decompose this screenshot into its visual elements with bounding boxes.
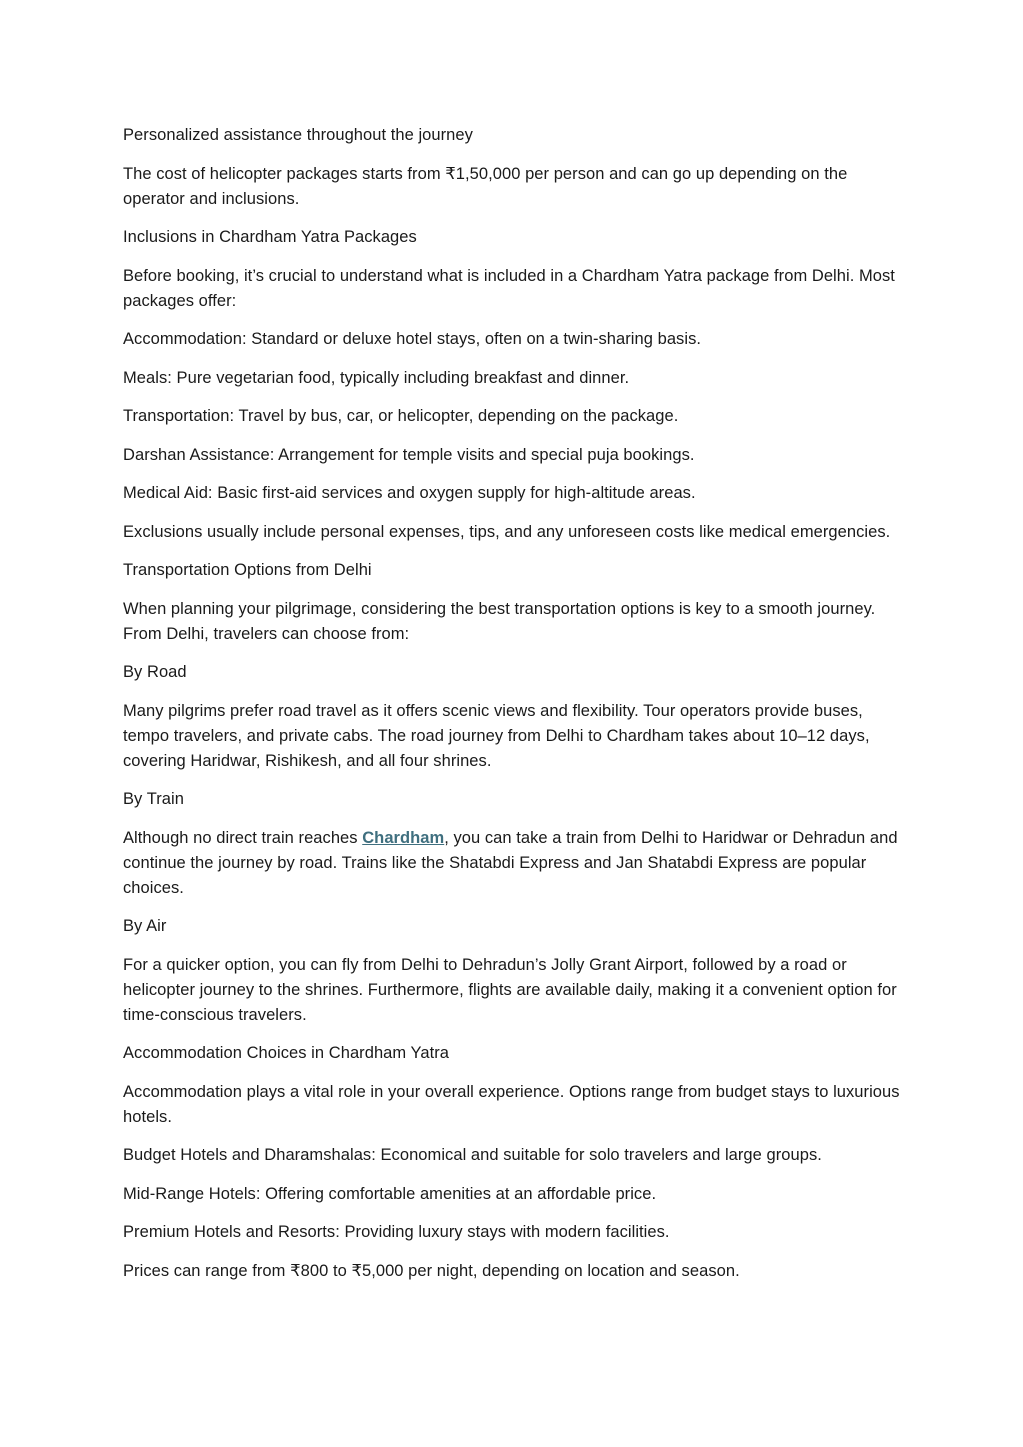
heading-by-air: By Air <box>123 917 167 935</box>
heading-accommodation-choices: Accommodation Choices in Chardham Yatra <box>123 1044 449 1062</box>
train-text-after: , you can take a train from Delhi to Haridwar or Dehradun and continue the journey by road. Trains like the Shatabdi Express and Jan Shatabdi Express are popular choices. <box>123 828 898 897</box>
list-item-darshan-assistance: Darshan Assistance: Arrangement for temple visits and special puja bookings. <box>123 445 695 464</box>
list-item-budget-hotels: Budget Hotels and Dharamshalas: Economical and suitable for solo travelers and large groups. <box>123 1146 822 1164</box>
paragraph-helicopter-cost: The cost of helicopter packages starts from ₹1,50,000 per person and can go up depending on the operator and inclusions. <box>123 164 848 208</box>
list-item-mid-range-hotels: Mid-Range Hotels: Offering comfortable amenities at an affordable price. <box>123 1184 657 1203</box>
chardham-link[interactable]: Chardham <box>362 828 445 847</box>
list-item-meals: Meals: Pure vegetarian food, typically including breakfast and dinner. <box>123 368 630 387</box>
list-item-transportation: Transportation: Travel by bus, car, or helicopter, depending on the package. <box>123 407 679 425</box>
paragraph-air-travel: For a quicker option, you can fly from Delhi to Dehradun’s Jolly Grant Airport, followed by a road or helicopter journey to the shrines. Furthermore, flights are available daily, making it a convenient option for time-conscious travelers. <box>123 955 897 1024</box>
list-item-accommodation: Accommodation: Standard or deluxe hotel stays, often on a twin-sharing basis. <box>123 330 701 348</box>
paragraph-before-booking: Before booking, it’s crucial to understand what is included in a Chardham Yatra package from Delhi. Most packages offer: <box>123 266 895 310</box>
list-item-medical-aid: Medical Aid: Basic first-aid services and oxygen supply for high-altitude areas. <box>123 484 696 502</box>
paragraph-accommodation-role: Accommodation plays a vital role in your overall experience. Options range from budget stays to luxurious hotels. <box>123 1082 900 1126</box>
paragraph-planning-pilgrimage: When planning your pilgrimage, considering the best transportation options is key to a smooth journey. From Delhi, travelers can choose from: <box>123 599 876 643</box>
heading-by-road: By Road <box>123 663 187 681</box>
paragraph-prices: Prices can range from ₹800 to ₹5,000 per night, depending on location and season. <box>123 1261 740 1280</box>
paragraph-exclusions: Exclusions usually include personal expenses, tips, and any unforeseen costs like medical emergencies. <box>123 522 891 541</box>
document-page <box>123 123 913 1297</box>
paragraph-personalized-assistance: Personalized assistance throughout the journey <box>123 126 473 144</box>
heading-inclusions: Inclusions in Chardham Yatra Packages <box>123 228 417 246</box>
paragraph-train-travel <box>123 826 913 901</box>
train-text-before: Although no direct train reaches <box>123 828 363 847</box>
paragraph-road-travel: Many pilgrims prefer road travel as it offers scenic views and flexibility. Tour operators provide buses, tempo travelers, and private cabs. The road journey from Delhi to Chardham takes about 10–12 days, covering Haridwar, Rishikesh, and all four shrines. <box>123 701 870 770</box>
heading-transportation-options: Transportation Options from Delhi <box>123 561 372 579</box>
heading-by-train: By Train <box>123 790 184 808</box>
list-item-premium-hotels: Premium Hotels and Resorts: Providing luxury stays with modern facilities. <box>123 1223 670 1241</box>
